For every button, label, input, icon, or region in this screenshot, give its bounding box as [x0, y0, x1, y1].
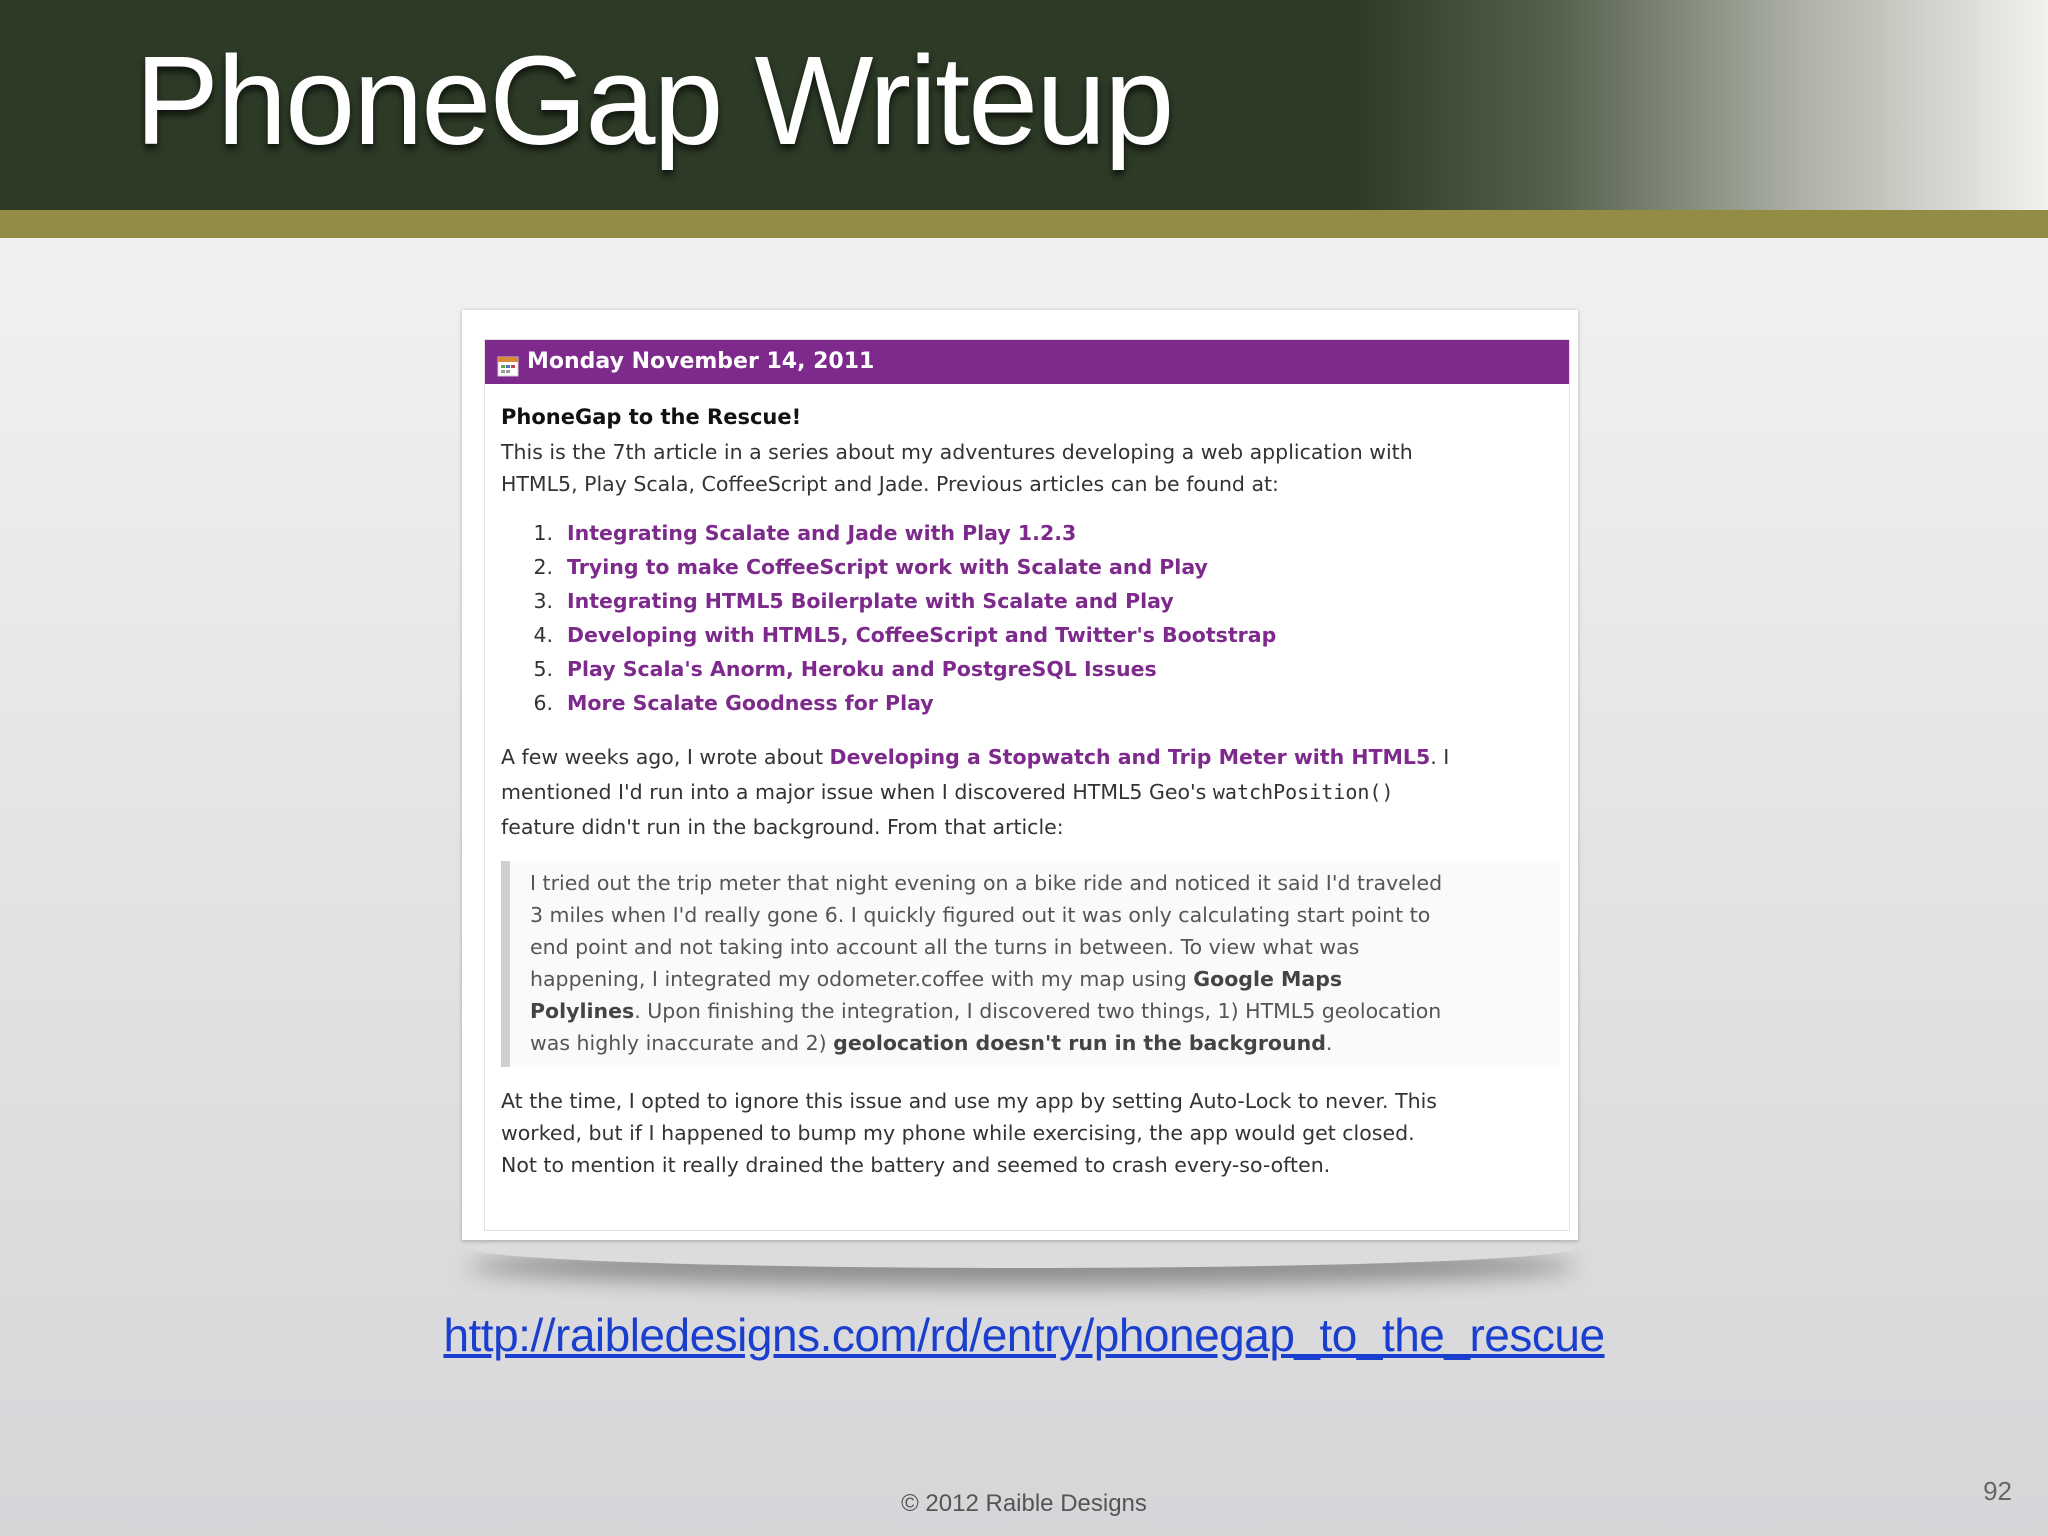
- polylines-bold: Polylines: [530, 999, 635, 1023]
- blog-date: Monday November 14, 2011: [527, 349, 875, 374]
- list-number: 2.: [533, 555, 553, 579]
- text: .: [1325, 1031, 1333, 1055]
- blockquote: [501, 861, 1560, 1067]
- paragraph-3-line-2: worked, but if I happened to bump my phone while exercising, the app would get closed.: [501, 1121, 1415, 1145]
- post-title[interactable]: PhoneGap to the Rescue!: [501, 405, 802, 429]
- quote-line-6: [530, 1027, 1560, 1059]
- geolocation-bold: geolocation doesn't run in the background: [833, 1031, 1326, 1055]
- text: mentioned I'd run into a major issue when I discovered HTML5 Geo's: [501, 780, 1213, 804]
- paragraph-2-line-1: [501, 740, 1561, 775]
- list-number: 6.: [533, 691, 553, 715]
- article-link[interactable]: Play Scala's Anorm, Heroku and PostgreSQL Issues: [567, 657, 1157, 681]
- quote-line-4: [530, 963, 1560, 995]
- intro-line-1: This is the 7th article in a series about my adventures developing a web application with: [501, 440, 1413, 464]
- list-item: [501, 652, 1561, 686]
- text: A few weeks ago, I wrote about: [501, 745, 830, 769]
- article-link[interactable]: Integrating Scalate and Jade with Play 1.2.3: [567, 521, 1077, 545]
- blog-date-bar: [485, 340, 1569, 384]
- google-maps-bold: Google Maps: [1193, 967, 1343, 991]
- code-watchposition: watchPosition(): [1212, 780, 1394, 804]
- article-link[interactable]: Integrating HTML5 Boilerplate with Scalate and Play: [567, 589, 1174, 613]
- list-item: [501, 584, 1561, 618]
- text: happening, I integrated my odometer.coffee with my map using: [530, 967, 1194, 991]
- header-accent-bar: [0, 210, 2048, 238]
- paragraph-2-line-2: [501, 775, 1561, 810]
- page-number: 92: [1983, 1476, 2012, 1506]
- quote-line-2: 3 miles when I'd really gone 6. I quickly figured out it was only calculating start point to: [530, 903, 1431, 927]
- text: . I: [1430, 745, 1450, 769]
- list-number: 3.: [533, 589, 553, 613]
- blog-post: [484, 339, 1570, 1231]
- copyright-footer: © 2012 Raible Designs: [901, 1490, 1147, 1517]
- blog-screenshot: [462, 310, 1578, 1240]
- intro-line-2: HTML5, Play Scala, CoffeeScript and Jade. Previous articles can be found at:: [501, 472, 1279, 496]
- list-number: 4.: [533, 623, 553, 647]
- article-link[interactable]: Developing with HTML5, CoffeeScript and Twitter's Bootstrap: [567, 623, 1277, 647]
- paragraph-2-line-3: feature didn't run in the background. From that article:: [501, 815, 1064, 839]
- list-item: [501, 686, 1561, 720]
- article-link[interactable]: Trying to make CoffeeScript work with Scalate and Play: [567, 555, 1208, 579]
- paragraph-3-line-1: At the time, I opted to ignore this issue and use my app by setting Auto-Lock to never. This: [501, 1089, 1437, 1113]
- paragraph-3-line-3: Not to mention it really drained the battery and seemed to crash every-so-often.: [501, 1153, 1331, 1177]
- text: . Upon finishing the integration, I discovered two things, 1) HTML5 geolocation: [634, 999, 1442, 1023]
- quote-line-1: I tried out the trip meter that night evening on a bike ride and noticed it said I'd traveled: [530, 871, 1443, 895]
- source-url-link[interactable]: http://raibledesigns.com/rd/entry/phonegap_to_the_rescue: [443, 1309, 1605, 1361]
- text: was highly inaccurate and 2): [530, 1031, 834, 1055]
- list-number: 5.: [533, 657, 553, 681]
- slide-header: [0, 0, 2048, 210]
- list-number: 1.: [533, 521, 553, 545]
- article-list: [501, 516, 1561, 720]
- quote-line-3: end point and not taking into account all the turns in between. To view what was: [530, 935, 1360, 959]
- blog-content: [501, 402, 1561, 1181]
- list-item: [501, 516, 1561, 550]
- slide-title: PhoneGap Writeup: [135, 30, 1173, 171]
- calendar-icon: [497, 349, 519, 371]
- article-link[interactable]: More Scalate Goodness for Play: [567, 691, 934, 715]
- stopwatch-article-link[interactable]: Developing a Stopwatch and Trip Meter with HTML5: [829, 745, 1431, 769]
- list-item: [501, 618, 1561, 652]
- quote-line-5: [530, 995, 1560, 1027]
- list-item: [501, 550, 1561, 584]
